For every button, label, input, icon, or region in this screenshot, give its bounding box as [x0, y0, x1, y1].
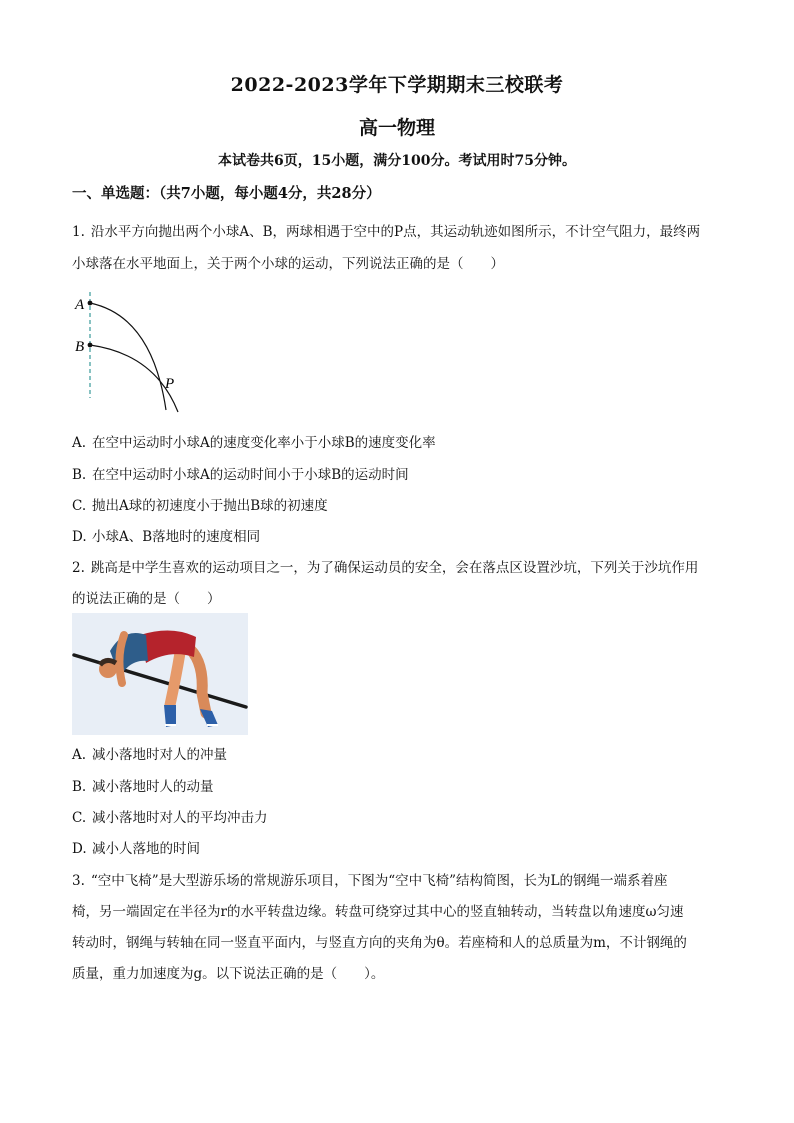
q1-stem-1: 沿水平方向抛出两个小球A、B，两球相遇于空中的P点，其运动轨迹如图所示，不计空气阻力，最终两	[90, 224, 701, 240]
exam-info: 本试卷共6页，15小题，满分100分。考试用时75分钟。	[218, 153, 576, 169]
q1-option-a: A. 在空中运动时小球A的速度变化率小于小球B的速度变化率	[72, 435, 436, 451]
q1-option-b: B. 在空中运动时小球A的运动时间小于小球B的运动时间	[72, 467, 409, 483]
q1-number: 1.	[72, 224, 85, 240]
q3-line1	[72, 869, 667, 889]
q1-line1	[72, 220, 700, 240]
q1-line2: 小球落在水平地面上，关于两个小球的运动，下列说法正确的是（ ）	[72, 256, 504, 272]
q3-line3: 转动时，钢绳与转轴在同一竖直平面内，与竖直方向的夹角为θ。若座椅和人的总质量为m，不计钢绳的	[72, 935, 687, 951]
q2-option-b: B. 减小落地时人的动量	[72, 779, 214, 795]
q2-option-d: D. 减小人落地的时间	[72, 841, 200, 857]
q3-line2: 椅，另一端固定在半径为r的水平转盘边缘。转盘可绕穿过其中心的竖直轴转动，当转盘以角速度ω匀速	[72, 904, 684, 920]
label-b: B	[75, 339, 85, 355]
q2-stem-1: 跳高是中学生喜欢的运动项目之一，为了确保运动员的安全，会在落点区设置沙坑，下列关于沙坑作用	[90, 560, 699, 576]
q3-stem-1: “空中飞椅”是大型游乐场的常规游乐项目，下图为“空中飞椅”结构简图，长为L的钢绳一端系着座	[90, 873, 668, 889]
q2-option-a: A. 减小落地时对人的冲量	[72, 747, 227, 763]
trajectory-figure	[70, 286, 190, 416]
label-a: A	[75, 297, 85, 313]
q2-option-c: C. 减小落地时对人的平均冲击力	[72, 810, 268, 826]
q3-line4: 质量，重力加速度为g。以下说法正确的是（ ）。	[72, 966, 385, 982]
q1-option-c: C. 抛出A球的初速度小于抛出B球的初速度	[72, 498, 328, 514]
q3-number: 3.	[72, 873, 85, 889]
q2-line2: 的说法正确的是（ ）	[72, 591, 221, 607]
exam-title: 2022-2023学年下学期期末三校联考	[230, 74, 564, 96]
point-b	[88, 343, 93, 348]
q1-option-d: D. 小球A、B落地时的速度相同	[72, 529, 261, 545]
label-p: P	[165, 376, 175, 392]
section-heading: 一、单选题：（共7小题，每小题4分，共28分）	[72, 185, 381, 202]
exam-subject: 高一物理	[358, 117, 435, 139]
q2-number: 2.	[72, 560, 85, 576]
high-jump-illustration	[72, 613, 248, 735]
q2-line1	[72, 556, 698, 576]
point-a	[88, 301, 93, 306]
